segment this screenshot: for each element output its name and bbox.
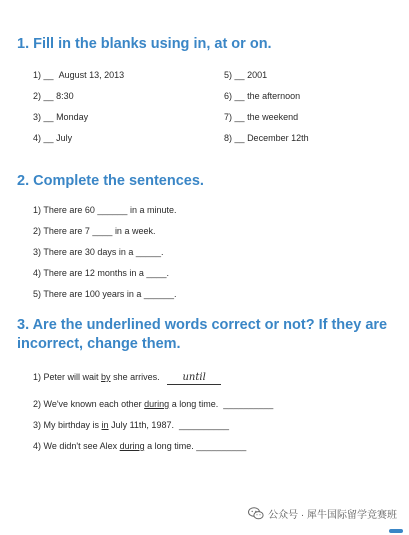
s3-item-3: 3) My birthday is in July 11th, 1987. __________ [33,420,230,430]
s2-item-4: 4) There are 12 months in a ____. [33,268,169,278]
s1-item-6: 6) __ the afternoon [224,91,301,101]
s2-item-1: 1) There are 60 ______ in a minute. [33,205,177,215]
s1-item-5: 5) __ 2001 [224,70,268,80]
footer-text: 公众号 · 犀牛国际留学竞赛班 [268,510,397,521]
s2-item-2: 2) There are 7 ____ in a week. [33,226,156,236]
s1-item-3: 3) __ Monday [33,112,89,122]
handwritten-answer: until [167,373,221,385]
watermark-footer [248,506,397,521]
answer-blank: __________ [223,399,274,409]
section-3-title: 3. Are the underlined words correct or not? If they are incorrect, change them. [17,317,388,352]
wechat-icon [248,507,264,520]
underlined-word: during [144,399,170,409]
underlined-word: by [101,372,111,382]
s1-item-1: 1) __ August 13, 2013 [33,70,125,80]
section-1-title: 1. Fill in the blanks using in, at or on. [17,36,272,52]
s1-item-4: 4) __ July [33,133,73,143]
corner-mark [389,529,403,533]
answer-blank: __________ [178,420,230,430]
underlined-word: during [119,441,145,451]
s1-item-7: 7) __ the weekend [224,112,299,122]
underlined-word: in [101,420,109,430]
s1-item-2: 2) __ 8:30 [33,91,74,101]
s2-item-3: 3) There are 30 days in a _____. [33,247,164,257]
s3-item-4: 4) We didn't see Alex during a long time. __________ [33,441,247,451]
answer-blank: __________ [196,441,247,451]
s3-item-1: 1) Peter will wait by she arrives. until [33,371,221,385]
s2-item-5: 5) There are 100 years in a ______. [33,289,177,299]
s1-item-8: 8) __ December 12th [224,133,309,143]
section-2-title: 2. Complete the sentences. [17,173,204,189]
s3-item-2: 2) We've known each other during a long time. __________ [33,399,274,409]
